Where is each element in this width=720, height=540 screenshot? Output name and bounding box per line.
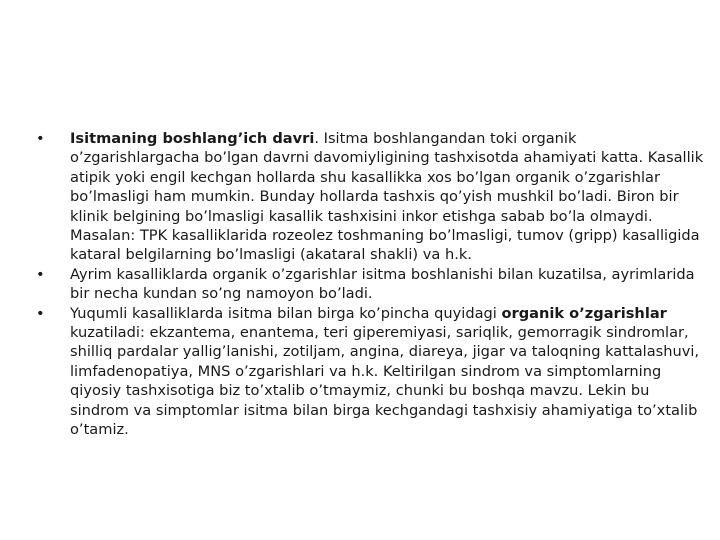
bullet-item-2	[36, 265, 708, 304]
bullet-item-1	[36, 129, 708, 265]
bullet-3-text-after: kuzatiladi: ekzantema, enantema, teri giperemiyasi, sariqlik, gemorragik sindromlar, shilliq pardalar yallig’lanishi, zotiljam, angina, diareya, jigar va taloqning kattalashuvi, limfadenopatiya, MNS o’zgarishlari va h.k. Keltirilgan sindrom va simptomlarning qiyosiy tashxisotiga biz to’xtalib o’tmaymiz, chunki bu boshqa mavzu. Lekin bu sindrom va simptomlar isitma bilan birga kechgandagi tashxisiy ahamiyatiga to’xtalib o’tamiz.	[70, 324, 700, 439]
bullet-3-bold-mid: organik o’zgarishlar	[501, 304, 667, 322]
bullet-3-text-before: Yuqumli kasalliklarda isitma bilan birga ko’pincha quyidagi	[70, 304, 502, 322]
bullet-2-text: Ayrim kasalliklarda organik o’zgarishlar isitma boshlanishi bilan kuzatilsa, ayrimlarida bir necha kundan so’ng namoyon bo’ladi.	[70, 265, 695, 303]
bullet-1-text: . Isitma boshlangandan toki organik o’zgarishlargacha bo’lgan davrni davomiyligining tashxisotda ahamiyati katta. Kasallik atipik yoki engil kechgan hollarda shu kasallikka xos bo’lgan organik o’zgarishlar bo’lmasligi ham mumkin. Bunday hollarda tashxis qo’yish mushkil bo’ladi. Biron bir klinik belgining bo’lmasligi kasallik tashxisini inkor etishga sabab bo’la olmaydi. Masalan: TPK kasalliklarida rozeolez toshmaning bo’lmasligi, tumov (gripp) kasalligida kataral belgilarning bo’lmasligi (akataral shakli) va h.k.	[70, 130, 704, 264]
bullet-list	[36, 129, 708, 440]
bullet-1-bold-lead: Isitmaning boshlang’ich davri	[70, 130, 315, 147]
bullet-item-3	[36, 304, 708, 440]
